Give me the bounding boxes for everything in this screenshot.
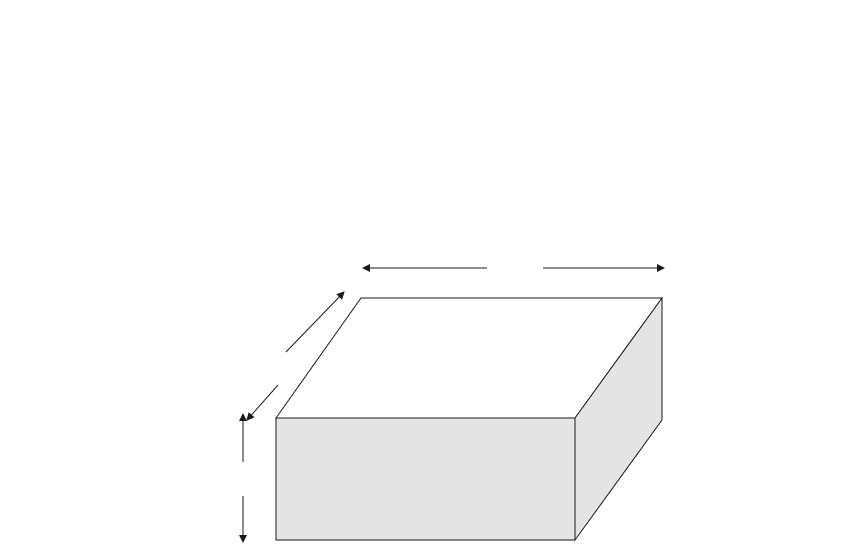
dimension-b-arrow-lower bbox=[247, 385, 278, 420]
block-front-face bbox=[276, 418, 575, 540]
